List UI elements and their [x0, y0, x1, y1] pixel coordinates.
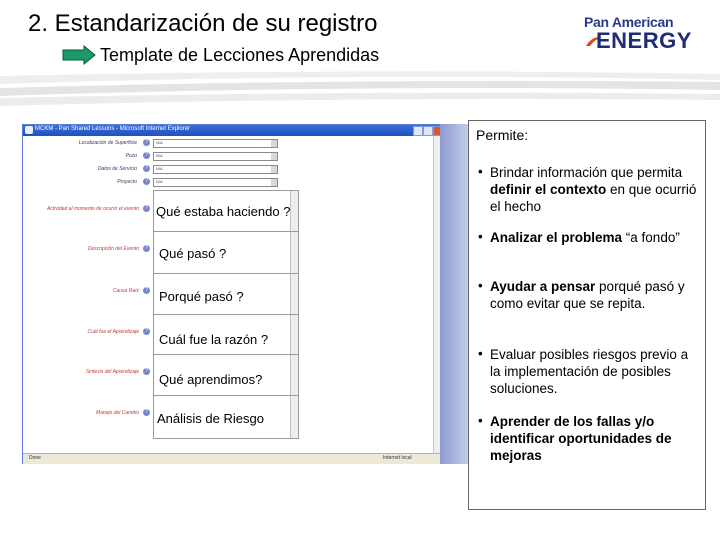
help-icon[interactable]: ?: [143, 139, 150, 146]
field-label: Sintesis del Aprendizaje: [85, 369, 139, 375]
field-label: Cuál fue el Aprendizaje: [87, 329, 139, 335]
browser-content: [23, 136, 433, 453]
browser-title: MCKM - Pan Shared Lessons - Microsoft Internet Explorer: [35, 126, 191, 132]
browser-window: [22, 124, 444, 464]
logo-line1: Pan American: [584, 14, 674, 30]
arrow-right-icon: [62, 45, 96, 65]
textarea-actividad[interactable]: [153, 190, 299, 236]
bullet-icon: •: [478, 229, 483, 244]
field-label: Descripción del Evento: [87, 246, 139, 252]
bullet-icon: •: [478, 413, 483, 428]
bullet-text: Brindar información que permita definir el contexto en que ocurrió el hecho: [490, 165, 697, 214]
select-datos[interactable]: [153, 165, 278, 174]
field-label: Datos de Servicio: [97, 166, 137, 172]
help-icon[interactable]: ?: [143, 287, 150, 294]
textarea-manejo-cambio[interactable]: [153, 395, 299, 439]
bullet-text: Analizar el problema “a fondo”: [490, 230, 680, 245]
chevron-down-icon: [271, 140, 277, 147]
panel-title: Permite:: [476, 127, 529, 143]
textarea-prompt: Porqué pasó ?: [159, 289, 244, 304]
decorative-bands: [0, 70, 720, 108]
textarea-sintesis[interactable]: [153, 354, 299, 400]
field-label: Manejo del Cambio: [95, 410, 139, 416]
field-label: Actividad al momento de ocurrir el evento: [47, 206, 139, 212]
textarea-prompt: Qué estaba haciendo ?: [156, 204, 291, 219]
field-label: Causa Raíz: [112, 288, 139, 294]
textarea-prompt: Qué aprendimos?: [159, 372, 263, 387]
scrollbar[interactable]: [290, 191, 298, 235]
help-icon[interactable]: ?: [143, 152, 150, 159]
scrollbar[interactable]: [290, 396, 298, 438]
select-value: N/A: [156, 166, 163, 171]
select-proyecto[interactable]: [153, 178, 278, 187]
page-title: 2. Estandarización de su registro: [28, 10, 378, 37]
select-value: N/A: [156, 140, 163, 145]
help-icon[interactable]: ?: [143, 409, 150, 416]
select-localizacion[interactable]: [153, 139, 278, 148]
textarea-prompt: Cuál fue la razón ?: [159, 332, 269, 347]
status-text: Done: [29, 455, 41, 461]
ie-icon: [25, 126, 33, 134]
minimize-button[interactable]: [413, 126, 423, 136]
help-icon[interactable]: ?: [143, 178, 150, 185]
browser-titlebar: [23, 125, 443, 136]
scrollbar[interactable]: [290, 315, 298, 359]
select-pozo[interactable]: [153, 152, 278, 161]
scrollbar[interactable]: [290, 274, 298, 318]
bullet-text: Ayudar a pensar porqué pasó y como evitar que se repita.: [490, 279, 685, 311]
textarea-prompt: Qué pasó ?: [159, 246, 227, 261]
bullet-icon: •: [478, 278, 483, 293]
scrollbar[interactable]: [290, 355, 298, 399]
help-icon[interactable]: ?: [143, 245, 150, 252]
textarea-prompt: Análisis de Riesgo: [157, 411, 264, 426]
help-icon[interactable]: ?: [143, 205, 150, 212]
bullet-icon: •: [478, 164, 483, 179]
scrollbar[interactable]: [290, 232, 298, 276]
bullet-icon: •: [478, 346, 483, 361]
chevron-down-icon: [271, 166, 277, 173]
help-icon[interactable]: ?: [143, 328, 150, 335]
help-icon[interactable]: ?: [143, 165, 150, 172]
help-icon[interactable]: ?: [143, 368, 150, 375]
logo-line2: ENERGY: [596, 28, 692, 53]
company-logo: [584, 14, 694, 52]
field-label: Proyecto: [117, 179, 137, 185]
textarea-causa-raiz[interactable]: [153, 273, 299, 319]
select-value: N/A: [156, 179, 163, 184]
panel-connector: [440, 124, 470, 464]
bullet-text: Evaluar posibles riesgos previo a la implementación de posibles soluciones.: [490, 347, 689, 396]
field-label: Pozo: [125, 153, 137, 159]
maximize-button[interactable]: [423, 126, 433, 136]
field-label: Localización de Superficie: [78, 140, 137, 146]
browser-statusbar: [23, 453, 443, 464]
page-subtitle: Template de Lecciones Aprendidas: [100, 45, 380, 65]
chevron-down-icon: [271, 179, 277, 186]
bullet-text: Aprender de los fallas y/o identificar oportunidades de mejoras: [490, 414, 672, 463]
select-value: N/A: [156, 153, 163, 158]
chevron-down-icon: [271, 153, 277, 160]
status-zone: Internet local: [383, 455, 412, 461]
textarea-descripcion[interactable]: [153, 231, 299, 277]
